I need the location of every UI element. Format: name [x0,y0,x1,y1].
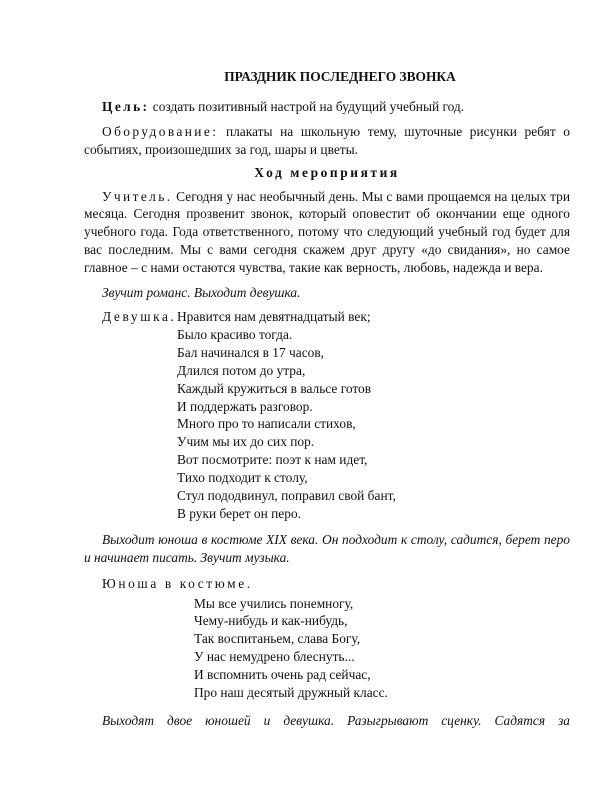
girl-speaker-label: Девушка. [102,308,177,324]
verse-line: Вот посмотрите: поэт к нам идет, [177,452,368,468]
verse-line: И вспомнить очень рад сейчас, [194,667,371,683]
equipment-text: плакаты на школьную тему, шуточные рисунки ребят о событиях, произошедших за год, шары и цветы. [84,123,570,157]
teacher-text: Сегодня у нас необычный день. Мы с вами прощаемся на целых три месяца. Сегодня прозвенит звонок, который оповестит об окончании еще одного учебного года. Года ответственного, потому что следующий учебный год будет для вас последним. Мы с вами сегодня скажем друг другу «до свидания», но самое главное – с нами остаются чувства, такие как верность, любовь, надежда и вера. [84,188,570,276]
document-body [84,68,570,730]
verse-line: Бал начинался в 17 часов, [177,344,325,360]
verse-line: Чему-нибудь и как-нибудь, [194,613,348,629]
verse-line: Было красиво тогда. [177,326,293,342]
goal-label: Цель: [102,98,150,114]
verse-line: Много про то написали стихов, [177,416,356,432]
section-heading: Ход мероприятия [254,164,400,180]
stage-direction-1: Звучит романс. Выходит девушка. [102,285,301,301]
verse-line: И поддержать разговор. [177,398,313,414]
equipment-paragraph [84,123,570,159]
teacher-label: Учитель. [102,188,173,204]
verse-line: Нравится нам девятнадцатый век; [177,308,371,324]
boy-verse-lines [194,595,570,702]
goal-paragraph [84,98,570,116]
verse-line: Длился потом до утра, [177,362,306,378]
verse-line: Стул пододвинул, поправил свой бант, [177,488,396,504]
boy-speaker-label: Юноша в костюме. [102,575,253,591]
girl-verse-lines [177,308,570,523]
verse-line: Мы все учились понемногу, [194,595,354,611]
stage-direction-3: Выходят двое юношей и девушка. Разыгрывают сценку. Садятся за [102,713,570,728]
girl-verse [84,308,570,523]
verse-line: Так воспитаньем, слава Богу, [194,631,361,647]
page-title: ПРАЗДНИК ПОСЛЕДНЕГО ЗВОНКА [224,69,456,84]
verse-line: Каждый кружиться в вальсе готов [177,380,372,396]
teacher-paragraph [84,188,570,278]
verse-line: Тихо подходит к столу, [177,470,308,486]
verse-line: Учим мы их до сих пор. [177,434,315,450]
stage-direction-2: Выходит юноша в костюме XIX века. Он подходит к столу, садится, берет перо и начинает писать. Звучит музыка. [84,531,570,565]
equipment-label: Оборудование: [102,123,219,139]
goal-text: создать позитивный настрой на будущий учебный год. [149,98,465,114]
verse-line: В руки берет он перо. [177,505,301,521]
verse-line: Про наш десятый дружный класс. [194,685,388,701]
verse-line: У нас немудрено блеснуть... [194,649,355,665]
